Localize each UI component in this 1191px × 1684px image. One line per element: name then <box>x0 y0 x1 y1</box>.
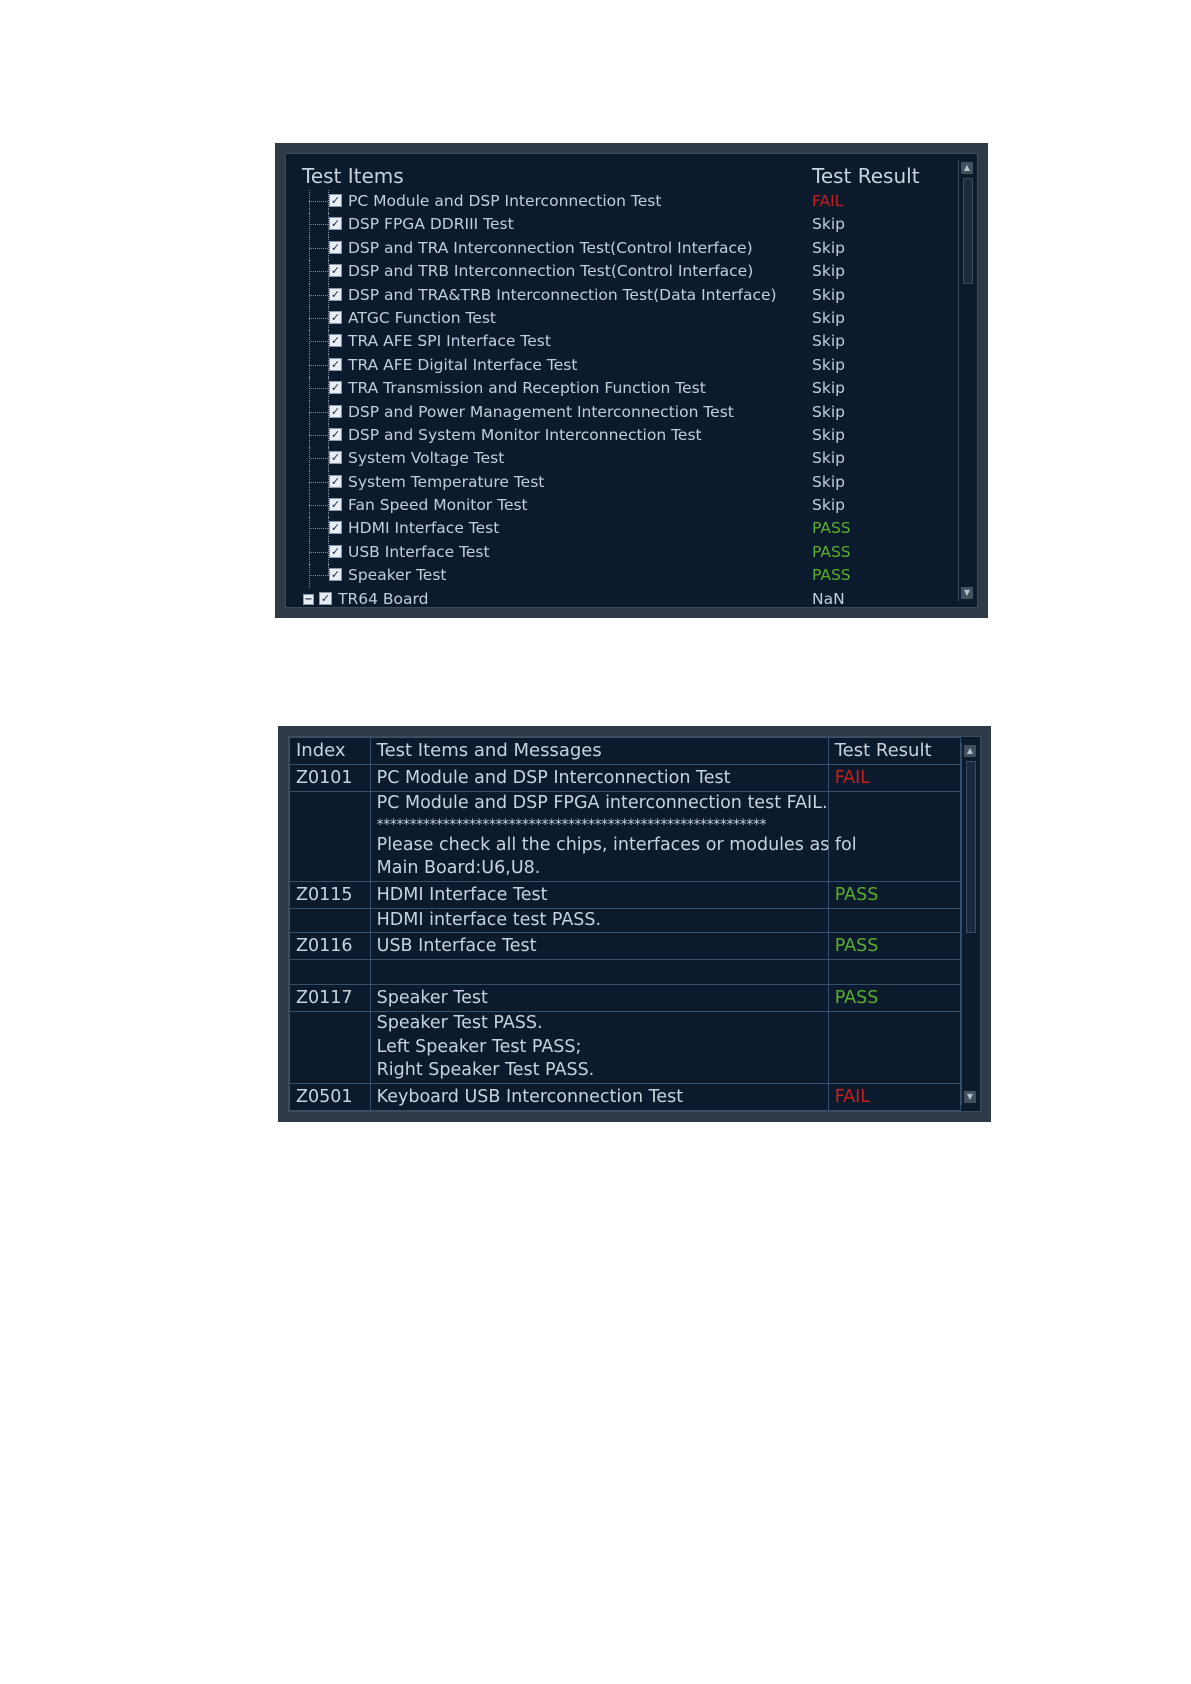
tree-item-label: Fan Speed Monitor Test <box>348 496 528 515</box>
table-row-message[interactable] <box>290 908 961 933</box>
tree-item-label: HDMI Interface Test <box>348 519 500 538</box>
tree-branch-line <box>309 224 328 225</box>
row-result: PASS <box>828 985 960 1012</box>
row-index: Z0501 <box>290 1083 371 1110</box>
tree-item-label: System Voltage Test <box>348 449 505 468</box>
tree-item-result: PASS <box>812 542 851 561</box>
table-header-row <box>290 738 961 765</box>
tree-branch-line <box>309 528 328 529</box>
message-line: Please check all the chips, interfaces or modules as fol <box>376 834 857 855</box>
row-index-empty <box>290 792 371 882</box>
table-row[interactable] <box>290 985 961 1012</box>
tree-branch-line <box>309 201 328 202</box>
tree-item[interactable] <box>286 260 953 283</box>
table-row-message[interactable] <box>290 960 961 985</box>
tree-item-label: DSP and TRA&TRB Interconnection Test(Data Interface) <box>348 285 777 304</box>
table-row-message[interactable] <box>290 792 961 882</box>
tree-item[interactable] <box>286 307 953 330</box>
tree-item[interactable] <box>286 237 953 260</box>
row-index-empty <box>290 908 371 933</box>
checkbox-checked-icon[interactable]: ✓ <box>330 451 341 465</box>
tree-item-label: ATGC Function Test <box>348 308 497 327</box>
results-table <box>289 737 961 1111</box>
row-index: Z0101 <box>290 765 371 792</box>
tree-header <box>302 164 937 188</box>
row-message <box>370 792 857 882</box>
header-index: Index <box>290 738 371 765</box>
header-test-result: Test Result <box>828 738 960 765</box>
message-line: HDMI interface test PASS. <box>376 909 602 930</box>
tree-item-label: USB Interface Test <box>348 542 490 561</box>
tree-item-label: PC Module and DSP Interconnection Test <box>348 192 662 210</box>
table-row[interactable] <box>290 881 961 908</box>
tree-item-result: PASS <box>812 519 851 538</box>
row-test-item: USB Interface Test <box>370 933 828 960</box>
table-row-message[interactable] <box>290 1012 961 1084</box>
tree-branch-line <box>309 295 328 296</box>
tree-branch-line <box>309 341 328 342</box>
tree-rows <box>286 190 953 611</box>
row-index-empty <box>290 960 371 985</box>
tree-item-label: TRA AFE SPI Interface Test <box>348 332 551 351</box>
checkbox-checked-icon[interactable]: ✓ <box>330 521 341 535</box>
tree-item-result: Skip <box>812 472 845 491</box>
tree-item[interactable] <box>286 377 953 400</box>
scroll-thumb[interactable] <box>963 178 973 284</box>
checkbox-checked-icon[interactable]: ✓ <box>330 568 341 582</box>
tree-item-result: Skip <box>812 262 845 281</box>
tree-root-result: NaN <box>812 589 845 608</box>
tree-item-result: Skip <box>812 379 845 398</box>
tree-branch-line <box>309 505 328 506</box>
tree-item-result: Skip <box>812 425 845 444</box>
tree-item-result: FAIL <box>812 192 844 210</box>
table-row[interactable] <box>290 765 961 792</box>
tree-item-result: Skip <box>812 308 845 327</box>
checkbox-checked-icon[interactable]: ✓ <box>330 287 341 301</box>
row-result: PASS <box>828 881 960 908</box>
collapse-icon[interactable]: − <box>304 593 313 605</box>
tree-item-result: Skip <box>812 496 845 515</box>
tree-item-label: DSP and TRB Interconnection Test(Control Interface) <box>348 262 754 281</box>
tree-scrollbar[interactable] <box>958 160 975 601</box>
tree-item-result: Skip <box>812 285 845 304</box>
row-message-empty <box>370 960 828 985</box>
header-test-items-messages: Test Items and Messages <box>370 738 828 765</box>
tree-branch-line <box>309 318 328 319</box>
tree-item[interactable] <box>286 330 953 353</box>
tree-root-item[interactable] <box>286 588 953 611</box>
tree-item-label: DSP FPGA DDRIII Test <box>348 215 514 234</box>
tree-branch-line <box>309 271 328 272</box>
tree-item-result: Skip <box>812 215 845 234</box>
scroll-up-icon[interactable]: ▲ <box>961 162 973 174</box>
scroll-down-icon[interactable]: ▼ <box>964 1091 976 1103</box>
test-tree-panel <box>275 143 988 618</box>
scroll-up-icon[interactable]: ▲ <box>964 745 976 757</box>
row-message <box>370 1012 828 1084</box>
row-result-empty <box>828 1012 960 1084</box>
tree-item-label: TRA Transmission and Reception Function Test <box>348 379 706 398</box>
row-index-empty <box>290 1012 371 1084</box>
checkbox-checked-icon[interactable]: ✓ <box>330 240 341 254</box>
tree-item[interactable] <box>286 190 953 213</box>
tree-branch-line <box>309 365 328 366</box>
tree-item[interactable] <box>286 494 953 517</box>
tree-item[interactable] <box>286 447 953 470</box>
tree-branch-line <box>309 552 328 553</box>
tree-item-result: Skip <box>812 332 845 351</box>
results-table-panel <box>278 726 991 1122</box>
table-row[interactable] <box>290 1083 961 1110</box>
row-test-item: HDMI Interface Test <box>370 881 828 908</box>
tree-item[interactable] <box>286 284 953 307</box>
tree-item-label: TRA AFE Digital Interface Test <box>348 355 578 374</box>
tree-item[interactable] <box>286 541 953 564</box>
tree-item-result: Skip <box>812 355 845 374</box>
message-separator: *********************************************************** <box>376 816 767 833</box>
row-index: Z0115 <box>290 881 371 908</box>
message-line: Main Board:U6,U8. <box>376 858 541 878</box>
row-result: PASS <box>828 933 960 960</box>
tree-item[interactable] <box>286 424 953 447</box>
tree-item-label: Speaker Test <box>348 566 447 585</box>
checkbox-checked-icon[interactable]: ✓ <box>330 404 341 418</box>
checkbox-checked-icon[interactable]: ✓ <box>330 498 341 512</box>
row-test-item: Keyboard USB Interconnection Test <box>370 1083 828 1110</box>
checkbox-checked-icon[interactable]: ✓ <box>330 357 341 371</box>
scroll-down-icon[interactable]: ▼ <box>961 587 973 599</box>
checkbox-checked-icon[interactable]: ✓ <box>330 427 341 441</box>
row-test-item: Speaker Test <box>370 985 828 1012</box>
checkbox-checked-icon[interactable]: ✓ <box>330 334 341 348</box>
message-line: Left Speaker Test PASS; <box>376 1036 582 1057</box>
tree-item-label: DSP and Power Management Interconnection Test <box>348 402 734 421</box>
checkbox-checked-icon[interactable]: ✓ <box>320 591 331 605</box>
row-result-empty <box>828 908 960 933</box>
tree-item[interactable] <box>286 213 953 236</box>
tree-item[interactable] <box>286 517 953 540</box>
tree-branch-line <box>309 248 328 249</box>
row-result-empty <box>828 960 960 985</box>
scroll-thumb[interactable] <box>966 761 976 933</box>
results-table-view[interactable] <box>288 736 981 1112</box>
message-line: PC Module and DSP FPGA interconnection test FAIL. <box>376 793 828 813</box>
tree-item[interactable] <box>286 564 953 587</box>
row-test-item: PC Module and DSP Interconnection Test <box>370 765 828 792</box>
tree-item-result: Skip <box>812 402 845 421</box>
tree-item[interactable] <box>286 401 953 424</box>
tree-item-label: DSP and TRA Interconnection Test(Control Interface) <box>348 238 753 257</box>
tree-branch-line <box>309 388 328 389</box>
message-line: Right Speaker Test PASS. <box>376 1060 595 1080</box>
tree-branch-line <box>309 575 328 576</box>
table-scrollbar[interactable] <box>961 743 978 1105</box>
header-test-items: Test Items <box>302 164 404 188</box>
tree-item-result: Skip <box>812 238 845 257</box>
checkbox-checked-icon[interactable]: ✓ <box>330 217 341 231</box>
tree-branch-line <box>309 482 328 483</box>
tree-branch-line <box>309 412 328 413</box>
tree-branch-line <box>309 435 328 436</box>
tree-item[interactable] <box>286 471 953 494</box>
checkbox-checked-icon[interactable]: ✓ <box>330 310 341 324</box>
row-index: Z0117 <box>290 985 371 1012</box>
tree-item-result: PASS <box>812 566 851 585</box>
header-test-result: Test Result <box>812 164 920 188</box>
row-index: Z0116 <box>290 933 371 960</box>
test-tree-view[interactable] <box>285 153 978 608</box>
row-result: FAIL <box>828 1083 960 1110</box>
checkbox-checked-icon[interactable]: ✓ <box>330 544 341 558</box>
tree-branch-line <box>309 458 328 459</box>
tree-item[interactable] <box>286 354 953 377</box>
message-line: Speaker Test PASS. <box>376 1013 543 1033</box>
table-row[interactable] <box>290 933 961 960</box>
tree-root-label: TR64 Board <box>338 589 429 608</box>
tree-item-label: DSP and System Monitor Interconnection Test <box>348 425 702 444</box>
checkbox-checked-icon[interactable]: ✓ <box>330 474 341 488</box>
tree-item-label: System Temperature Test <box>348 472 545 491</box>
checkbox-checked-icon[interactable]: ✓ <box>330 381 341 395</box>
row-result: FAIL <box>828 765 960 792</box>
checkbox-checked-icon[interactable]: ✓ <box>330 264 341 278</box>
checkbox-checked-icon[interactable]: ✓ <box>330 194 341 207</box>
tree-item-result: Skip <box>812 449 845 468</box>
row-message <box>370 908 828 933</box>
